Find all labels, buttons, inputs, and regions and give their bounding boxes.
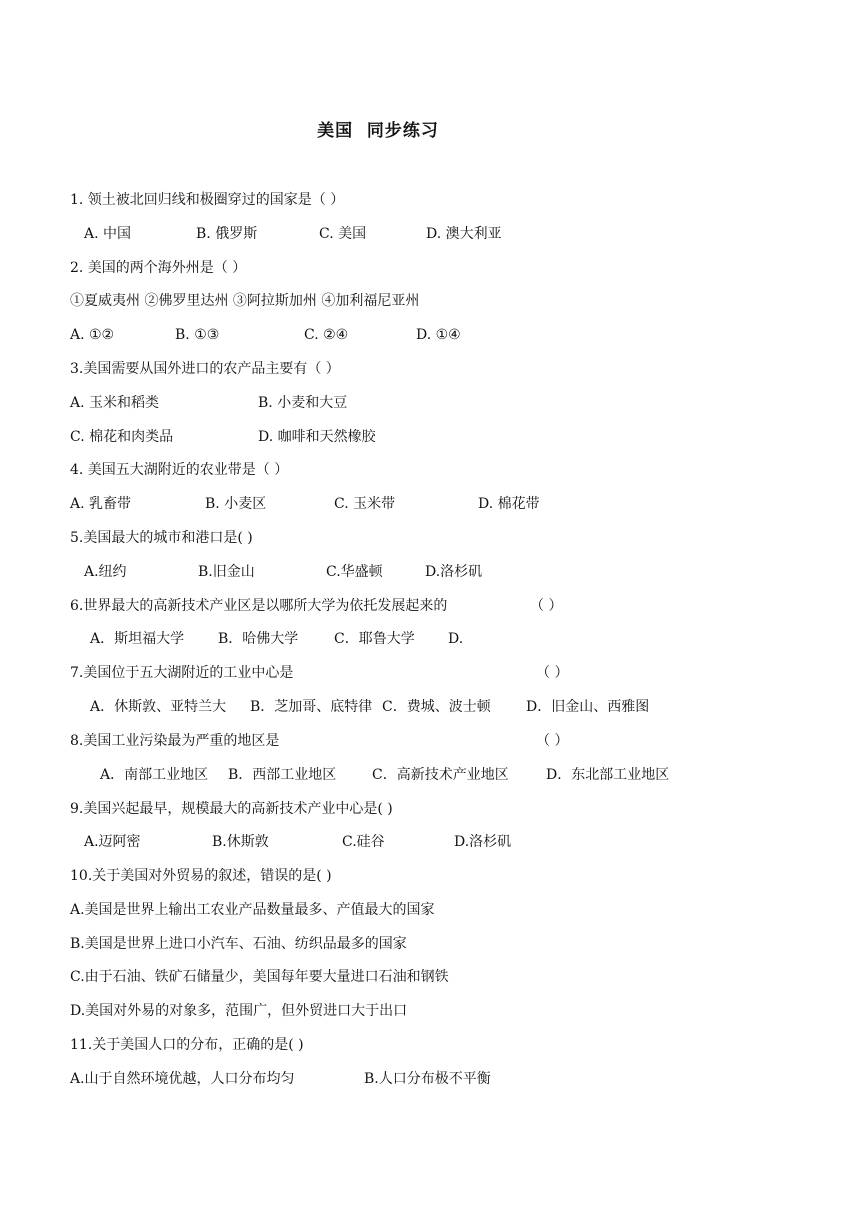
question-6-stem-line	[70, 597, 590, 615]
option-b: B. 小麦和大豆	[258, 395, 348, 411]
question-5-stem: 5.美国最大的城市和港口是( )	[70, 530, 253, 546]
option-b: B. 小麦区	[205, 496, 267, 512]
option-c: C．耶鲁大学	[334, 631, 415, 647]
question-11-stem: 11.关于美国人口的分布，正确的是( )	[70, 1037, 304, 1053]
question-6-stem: 6.世界最大的高新技术产业区是以哪所大学为依托发展起来的	[70, 598, 448, 614]
page-title: 美国 同步练习	[317, 121, 439, 141]
option-d: D.洛杉矶	[425, 564, 483, 580]
option-a: A. 乳畜带	[70, 496, 132, 512]
question-8-stem: 8.美国工业污染最为严重的地区是	[70, 733, 280, 749]
option-b: B.人口分布极不平衡	[364, 1071, 491, 1087]
option-a: A.山于自然环境优越，人口分布均匀	[70, 1071, 295, 1087]
option-d: D. 澳大利亚	[426, 226, 502, 242]
answer-paren: （ ）	[530, 598, 563, 614]
option-a: A. 玉米和稻类	[70, 395, 160, 411]
question-7-stem-line	[70, 664, 590, 682]
option-c: C.由于石油、铁矿石储量少，美国每年要大量进口石油和钢铁	[70, 969, 449, 985]
question-3-stem: 3.美国需要从国外进口的农产品主要有（ ）	[70, 361, 340, 377]
option-b: B. 俄罗斯	[196, 226, 258, 242]
option-b: B.旧金山	[198, 564, 255, 580]
option-c: C. 玉米带	[334, 496, 396, 512]
question-10-stem: 10.关于美国对外贸易的叙述，错误的是( )	[70, 868, 332, 884]
option-d: D. 咖啡和天然橡胶	[258, 429, 376, 445]
answer-paren: （ ）	[536, 733, 569, 749]
option-b: B．芝加哥、底特律	[250, 699, 373, 715]
option-c: C.硅谷	[342, 834, 385, 850]
option-c: C. 美国	[319, 226, 367, 242]
question-8-stem-line	[70, 732, 590, 750]
option-c: C.华盛顿	[326, 564, 383, 580]
option-a: A. 中国	[84, 226, 132, 242]
option-d: D. 棉花带	[478, 496, 540, 512]
option-b: B. ①③	[175, 327, 220, 343]
question-2-choices: ①夏威夷州 ②佛罗里达州 ③阿拉斯加州 ④加利福尼亚州	[70, 293, 420, 309]
option-b: B．哈佛大学	[218, 631, 299, 647]
answer-paren: （ ）	[536, 665, 569, 681]
option-d: D.	[448, 631, 464, 647]
option-d: D．东北部工业地区	[546, 767, 670, 783]
option-a: A．休斯敦、亚特兰大	[90, 699, 227, 715]
option-d: D.洛杉矶	[454, 834, 512, 850]
option-d: D.美国对外易的对象多，范围广，但外贸进口大于出口	[70, 1003, 408, 1019]
option-d: D．旧金山、西雅图	[526, 699, 650, 715]
option-a: A.纽约	[84, 564, 127, 580]
option-a: A.美国是世界上输出工农业产品数量最多、产值最大的国家	[70, 902, 435, 918]
option-b: B.美国是世界上进口小汽车、石油、纺织品最多的国家	[70, 936, 407, 952]
option-b: B.休斯敦	[212, 834, 269, 850]
question-9-stem: 9.美国兴起最早，规模最大的高新技术产业中心是( )	[70, 801, 393, 817]
option-a: A．斯坦福大学	[90, 631, 185, 647]
option-b: B．西部工业地区	[228, 767, 337, 783]
option-a: A．南部工业地区	[100, 767, 209, 783]
option-c: C. ②④	[304, 327, 349, 343]
question-7-stem: 7.美国位于五大湖附近的工业中心是	[70, 665, 294, 681]
option-d: D. ①④	[416, 327, 461, 343]
option-c: C. 棉花和肉类品	[70, 429, 174, 445]
question-1-stem: 1. 领土被北回归线和极圈穿过的国家是（ ）	[70, 192, 345, 208]
option-a: A. ①②	[70, 327, 115, 343]
option-a: A.迈阿密	[84, 834, 141, 850]
question-4-stem: 4. 美国五大湖附近的农业带是（ ）	[70, 462, 289, 478]
question-2-stem: 2. 美国的两个海外州是（ ）	[70, 260, 247, 276]
option-c: C．高新技术产业地区	[372, 767, 509, 783]
option-c: C．费城、波士顿	[382, 699, 491, 715]
